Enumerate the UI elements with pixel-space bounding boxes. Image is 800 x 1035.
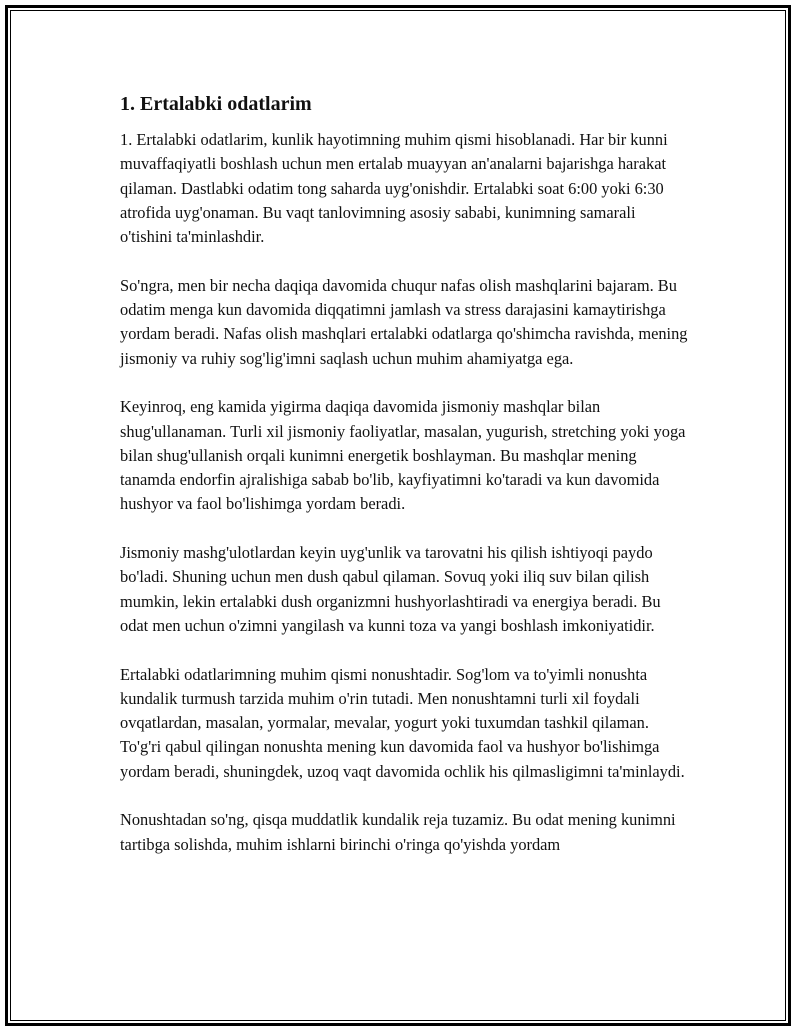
document-body [120, 92, 688, 881]
paragraph-4: Jismoniy mashg'ulotlardan keyin uyg'unlik va tarovatni his qilish ishtiyoqi paydo bo'ladi. Shuning uchun men dush qabul qilaman. Sovuq yoki iliq suv bilan qilish mumkin, lekin ertalabki dush organizmni hushyorlashtiradi va energiya beradi. Bu odat men uchun o'zimni yangilash va kunni toza va yangi boshlash imkoniyatidir. [120, 543, 661, 635]
section-heading: 1. Ertalabki odatlarim [120, 93, 312, 115]
paragraph-6: Nonushtadan so'ng, qisqa muddatlik kundalik reja tuzamiz. Bu odat mening kunimni tartibga solishda, muhim ishlarni birinchi o'ringa qo'yishda yordam [120, 810, 676, 854]
document-page [6, 6, 790, 1025]
paragraph-5: Ertalabki odatlarimning muhim qismi nonushtadir. Sog'lom va to'yimli nonushta kundalik turmush tarzida muhim o'rin tutadi. Men nonushtamni turli xil foydali ovqatlardan, masalan, yormalar, mevalar, yogurt yoki tuxumdan tashkil qilaman. To'g'ri qabul qilingan nonushta mening kun davomida faol va hushyor bo'lishimga yordam beradi, shuningdek, uzoq vaqt davomida ochlik his qilmasligimni ta'minlaydi. [120, 664, 685, 781]
paragraph-3: Keyinroq, eng kamida yigirma daqiqa davomida jismoniy mashqlar bilan shug'ullanaman. Turli xil jismoniy faoliyatlar, masalan, yugurish, stretching yoki yoga bilan shug'ullanish orqali kunimni energetik boshlayman. Bu mashqlar mening tanamda endorfin ajralishiga sabab bo'lib, kayfiyatimni ko'taradi va kun davomida hushyor va faol bo'lishimga yordam beradi. [120, 397, 686, 514]
paragraph-2: So'ngra, men bir necha daqiqa davomida chuqur nafas olish mashqlarini bajaram. Bu odatim menga kun davomida diqqatimni jamlash va stress darajasini kamaytirishga yordam beradi. Nafas olish mashqlari ertalabki odatlarga qo'shimcha ravishda, mening jismoniy va ruhiy sog'lig'imni saqlash uchun muhim ahamiyatga ega. [120, 275, 688, 368]
paragraph-1: 1. Ertalabki odatlarim, kunlik hayotimning muhim qismi hisoblanadi. Har bir kunni muvaffaqiyatli boshlash uchun men ertalab muayyan an'analarni bajarishga harakat qilaman. Dastlabki odatim tong saharda uyg'onishdir. Ertalabki soat 6:00 yoki 6:30 atrofida uyg'onaman. Bu vaqt tanlovimning asosiy sababi, kunimning samarali o'tishini ta'minlashdir. [120, 130, 668, 247]
